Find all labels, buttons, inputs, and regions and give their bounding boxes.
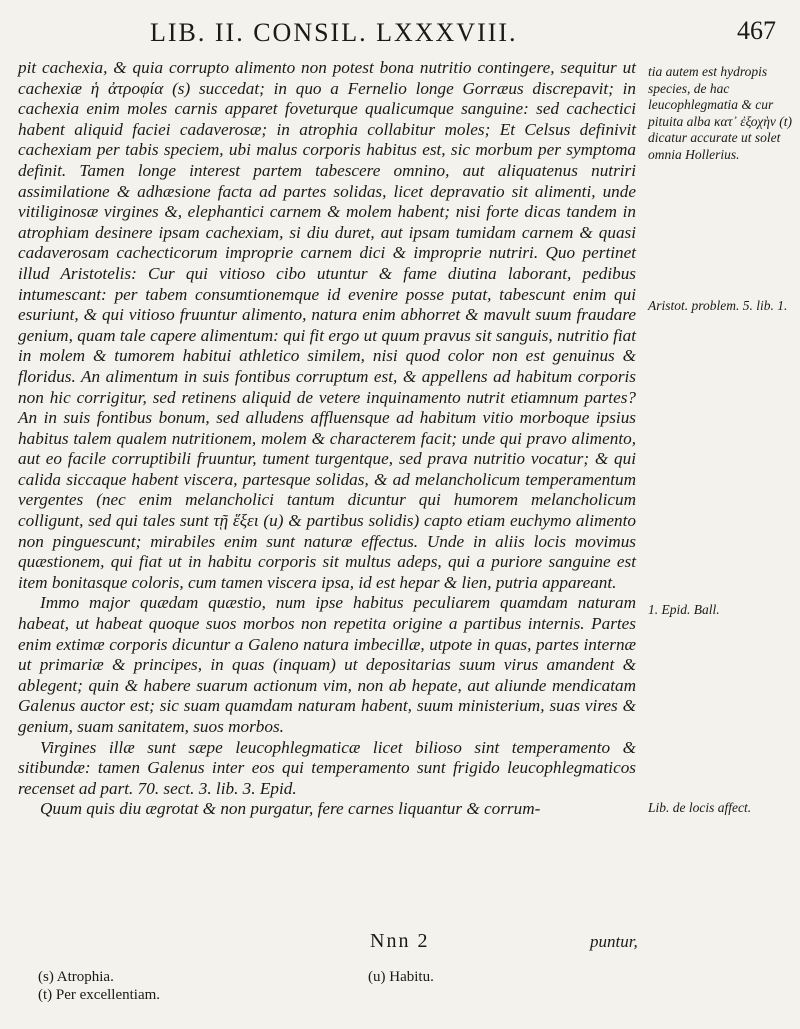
paragraph: Quum quis diu ægrotat & non purgatur, fere carnes liquantur & corrum-	[40, 799, 541, 819]
catchword: puntur,	[590, 932, 638, 951]
footnote: (t) Per excellentiam.	[38, 987, 161, 1003]
margin-note: Aristot. problem. 5. lib. 1.	[648, 298, 788, 313]
running-title: LIB. II. CONSIL. LXXXVIII.	[150, 18, 518, 47]
footnote: (s) Atrophia.	[38, 969, 114, 985]
paragraph: Virgines illæ sunt sæpe leucophlegmaticæ licet bilioso sint temperamento & sitibundæ: tamen Galenus inter eos qui temperamento sunt frigido leucophlegmaticos recenset ad part. 70. sect. 3. lib. 3. Epid.	[18, 737, 636, 798]
page-header	[0, 14, 800, 54]
footnote: (u) Habitu.	[368, 969, 434, 985]
paragraph: Immo major quædam quæstio, num ipse habitus peculiarem quamdam naturam habeat, ut habeat quoque suos morbos non repetita origine a partibus internis. Partes enim extimæ corporis dicuntur a Galeno natura imbecillæ, utpote in quas, partes internæ ut primariæ & principes, in quas (inquam) ut depositarias suum virus amandent & ablegent; quin & habere suarum actionum vim, non ab hepate, aut aliunde mendicatam Galenus auctor est; sic suam quamdam naturam habent, suum ministerium, suas vires & genium, suam sanitatem, suos morbos.	[18, 593, 636, 736]
margin-note: Lib. de locis affect.	[648, 800, 752, 815]
page-number: 467	[737, 16, 776, 45]
margin-note: 1. Epid. Ball.	[648, 602, 720, 617]
paragraph: pit cachexia, & quia corrupto alimento non potest bona nutritio contingere, sequitur ut cachexiæ ἡ ἀτροφία (s) succedat; in quo a Fernelio longe Gorræus discrepavit; in cachexia enim moles carnis apparet foveturque qualicumque sanguine: sed cachectici habent aliquid faciei cadaverosæ; in atrophia collabitur moles; Et Celsus definivit cachexiam per tabis speciem, ubi malus corporis habitus est, sic morbum per symptoma definit. Tamen longe interest partem tabescere omnino, aut aliquatenus nutriri assimilatione & adhæsione facta ad partes solidas, licet depravatio sit alimenti, unde vitiliginosæ virgines &, elephantici carnem & molem habent; nisi forte dicas tandem in atrophiam desinere ipsam cachexiam, si diu duret, aut ipsam tumidam carnem & quasi cadaverosam cachecticorum improprie carnem dici & improprie nutriri. Quo pertinet illud Aristotelis: Cur qui vitioso cibo utuntur & fame diutina laborant, pedibus intumescant: per tabem consumtionemque id evenire posse putat, tabescunt enim qui esuriunt, & qui vitioso fruuntur alimento, natura enim abhorret & mavult suum fraudare genium, quam tale capere alimentum: qui fit ergo ut quum pravus sit sanguis, nutritio fiat in molem & tumorem habitui athletico similem, nisi quod color non est genuinus & floridus. An alimentum in suis fontibus corruptum est, & appellens ad habitum corporis non hic corrigitur, sed retinens aliquid de vetere inquinamento nutrit etiamnum partes? An in suis fontibus bonum, sed alludens affluensque ad habitum vitio morboque ipsius habitus talem qualem nutritionem, molem & characterem facit; unde qui pravo alimento, aut eo facile corruptibili fruuntur, tument turgentque, sed prava nutritio vocatur; & qui calida siccaque habent viscera, partesque solidas, & ad melancholicum temperamentum vergentes (nec enim melancholici tantum dicuntur qui humorem melancholicum colligunt, sed qui tales sunt τῇ ἕξει (u) & partibus solidis) capto etiam euchymo alimento non pinguescunt; mirabiles enim sunt naturæ effectus. Unde in aliis locis movimus quæstionem, qui fiat ut in habitu corporis sit multus adeps, qui a puriore sanguine est item bonitasque coloris, cum tamen viscera ipsa, id est hepar & lien, putria appareant.	[18, 58, 636, 592]
signature-mark: Nnn 2	[370, 930, 430, 952]
margin-note: tia autem est hydropis species, de hac leucophlegmatia & cur pituita alba κατ᾽ ἐξοχὴν (t) dicatur accurate ut solet omnia Hollerius.	[648, 64, 793, 162]
main-text	[18, 58, 636, 820]
